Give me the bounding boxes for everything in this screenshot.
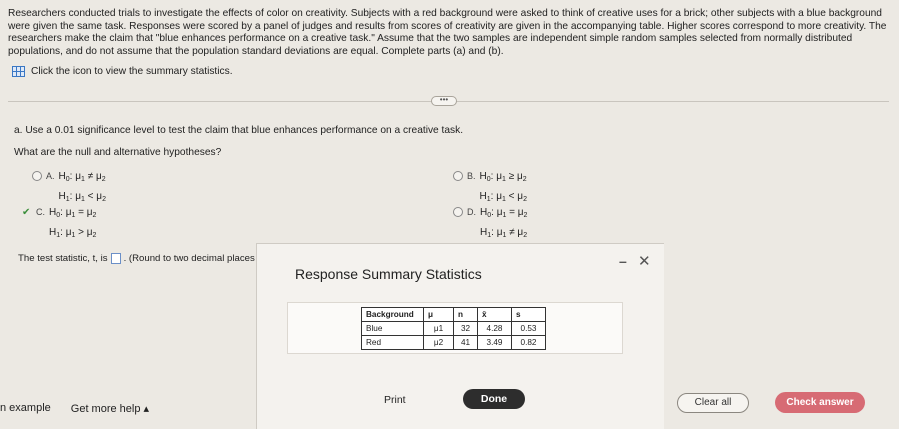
table-row [362, 322, 546, 336]
footer-links [0, 402, 149, 415]
expand-button[interactable]: ••• [431, 96, 457, 106]
print-button[interactable]: Print [384, 394, 406, 406]
minimize-icon[interactable]: – [619, 253, 627, 269]
header-xbar: x̄ [478, 308, 512, 322]
option-b[interactable] [453, 170, 527, 206]
null-hypothesis: $H_0$: $\mu_1 \ne \mu_2$ [58, 171, 106, 183]
null-hypothesis: $H_0$: $\mu_1 = \mu_2$ [480, 207, 528, 219]
test-stat-suffix: . (Round to two decimal places [123, 253, 255, 264]
summary-statistics-popup [256, 243, 664, 429]
radio-button[interactable] [32, 171, 42, 181]
option-c[interactable] [22, 206, 96, 242]
radio-button[interactable] [453, 171, 463, 181]
check-answer-button[interactable]: Check answer [775, 392, 865, 413]
option-letter: D. [467, 207, 476, 217]
get-more-help-link[interactable]: Get more help ▴ [70, 403, 150, 415]
null-hypothesis: $H_0$: $\mu_1 = \mu_2$ [49, 207, 97, 219]
cell-mu: μ1 [424, 322, 454, 336]
problem-intro: Researchers conducted trials to investigate the effects of color on creativity. Subjects with a red background were asked to think of creative uses for a brick; other subjects with a blue background were given the same task. Responses were scored by a panel of judges and results from scores of creativity are given in the accompanying table. Higher scores correspond to more creativity. The researchers make the claim that "blue enhances performance on a creative task." Assume that the two samples are independent simple random samples selected from normally distributed populations, and do not assume that the population standard deviations are equal. Complete parts (a) and (b). [8, 8, 887, 57]
summary-link-text: Click the icon to view the summary statistics. [31, 66, 233, 77]
view-example-link[interactable]: n example [0, 402, 51, 414]
table-icon[interactable] [12, 66, 25, 77]
checkmark-icon: ✔ [22, 207, 31, 218]
popup-title: Response Summary Statistics [295, 266, 482, 282]
cell-n: 41 [454, 336, 478, 350]
header-n: n [454, 308, 478, 322]
cell-background: Blue [362, 322, 424, 336]
cell-mu: μ2 [424, 336, 454, 350]
option-a[interactable] [32, 170, 106, 206]
summary-statistics-link[interactable] [12, 66, 233, 77]
test-statistic-prompt [18, 253, 255, 264]
table-row [362, 336, 546, 350]
cell-background: Red [362, 336, 424, 350]
answer-input[interactable] [111, 253, 121, 264]
option-letter: C. [36, 207, 45, 217]
cell-s: 0.53 [512, 322, 546, 336]
done-button[interactable]: Done [463, 389, 525, 409]
part-a-question: a. Use a 0.01 significance level to test the claim that blue enhances performance on a creative task. [14, 125, 464, 136]
cell-n: 32 [454, 322, 478, 336]
alternative-hypothesis: $H_1$: $\mu_1 > \mu_2$ [49, 227, 97, 239]
alternative-hypothesis: $H_1$: $\mu_1 < \mu_2$ [58, 191, 106, 203]
alternative-hypothesis: $H_1$: $\mu_1 \ne \mu_2$ [480, 227, 528, 239]
cell-xbar: 4.28 [478, 322, 512, 336]
header-background: Background [362, 308, 424, 322]
header-s: s [512, 308, 546, 322]
test-stat-prefix: The test statistic, t, is [18, 253, 108, 264]
cell-xbar: 3.49 [478, 336, 512, 350]
table-header-row [362, 308, 546, 322]
cell-s: 0.82 [512, 336, 546, 350]
header-mu: μ [424, 308, 454, 322]
summary-table [361, 307, 546, 350]
option-d[interactable] [453, 206, 527, 242]
option-letter: B. [467, 171, 476, 181]
option-letter: A. [46, 171, 55, 181]
radio-button[interactable] [453, 207, 463, 217]
null-hypothesis: $H_0$: $\mu_1 \ge \mu_2$ [479, 171, 527, 183]
alternative-hypothesis: $H_1$: $\mu_1 < \mu_2$ [479, 191, 527, 203]
clear-all-button[interactable]: Clear all [677, 393, 749, 413]
hypotheses-question: What are the null and alternative hypotheses? [14, 147, 222, 158]
close-icon[interactable]: ✕ [638, 253, 651, 270]
